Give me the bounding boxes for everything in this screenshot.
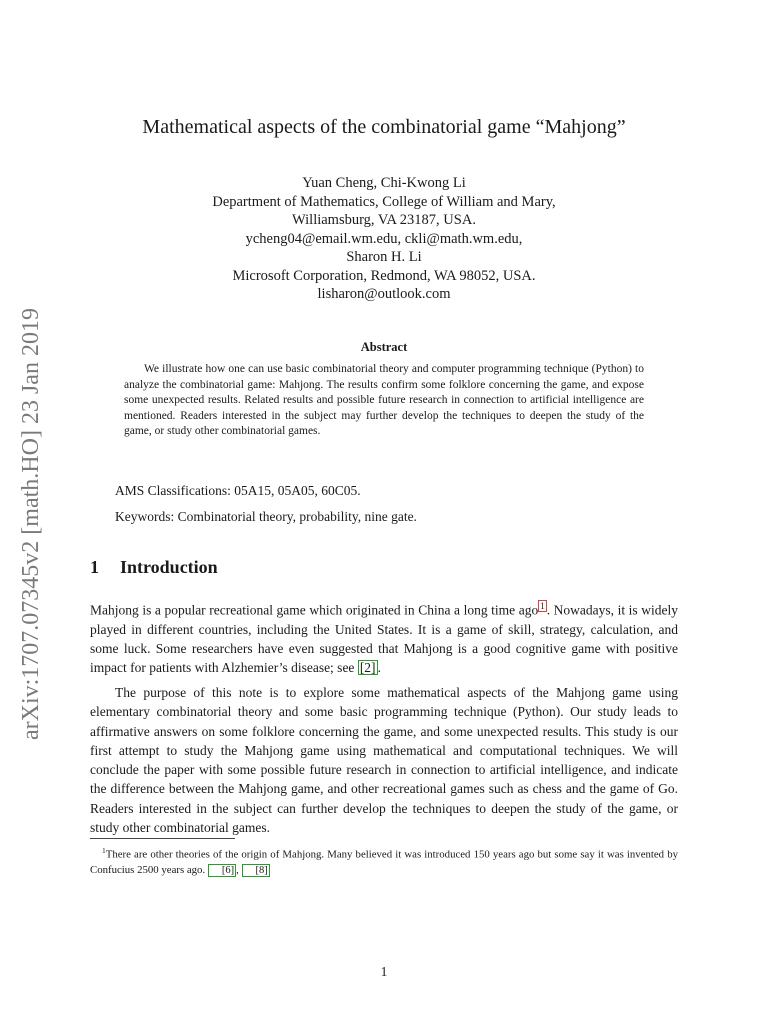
footnote-divider bbox=[90, 838, 235, 839]
citation-link[interactable]: [6] bbox=[208, 864, 236, 877]
footnote-link[interactable]: 1 bbox=[540, 601, 545, 611]
keywords: Keywords: Combinatorial theory, probability, nine gate. bbox=[115, 509, 417, 524]
author-address-1: Williamsburg, VA 23187, USA. bbox=[292, 212, 476, 228]
section-title: Introduction bbox=[120, 557, 218, 577]
footnote bbox=[90, 843, 678, 879]
intro-paragraph-1 bbox=[90, 600, 678, 678]
ams-classifications: AMS Classifications: 05A15, 05A05, 60C05. bbox=[115, 483, 361, 498]
abstract-text: We illustrate how one can use basic combinatorial theory and computer programming technique (Python) to analyze the combinatorial game: Mahjong. The results confirm some folklore concerning the game, and expose some unexpected results. Related results and possible future research in connection to artificial intelligence are mentioned. Readers interested in the subject may further develop the techniques to deepen the study of the game, or study other combinatorial games. bbox=[124, 363, 644, 438]
arxiv-identifier-stamp: arXiv:1707.07345v2 [math.HO] 23 Jan 2019 bbox=[18, 308, 44, 740]
author-affiliation-1: Department of Mathematics, College of William and Mary, bbox=[212, 193, 556, 210]
page-number: 1 bbox=[380, 964, 388, 979]
author-email-2: lisharon@outlook.com bbox=[317, 286, 451, 302]
author-name-2: Sharon H. Li bbox=[346, 249, 422, 265]
footnote-text: There are other theories of the origin of Mahjong. Many believed it was introduced 150 years ago but some say it was invented by Confucius 2500 years ago. bbox=[90, 848, 678, 877]
author-affiliation-2: Microsoft Corporation, Redmond, WA 98052, USA. bbox=[232, 267, 536, 284]
footnote-separator: , bbox=[236, 864, 242, 877]
citation-link[interactable]: [8] bbox=[242, 864, 270, 877]
author-emails-1: ycheng04@email.wm.edu, ckli@math.wm.edu, bbox=[245, 230, 523, 247]
intro-p1-text-a: Mahjong is a popular recreational game which originated in China a long time ago bbox=[90, 602, 539, 618]
intro-paragraph-2: The purpose of this note is to explore some mathematical aspects of the Mahjong game using elementary combinatorial theory and some basic programming technique (Python). Our study leads to affirmative answers on some folklore concerning the game, and some unexpected results. This study is our first attempt to study the Mahjong game using mathematical and computational techniques. We will conclude the paper with some possible future research in connection to artificial intelligence, and indicate the difference between the Mahjong game, and other recreational games such as chess and the game of Go. Readers interested in the subject can further develop the techniques to deepen the study of the game, or study other combinatorial games. bbox=[90, 685, 678, 836]
abstract-heading: Abstract bbox=[360, 340, 408, 354]
author-block bbox=[0, 174, 768, 304]
citation-link[interactable]: [2] bbox=[359, 660, 376, 676]
author-names: Yuan Cheng, Chi-Kwong Li bbox=[302, 175, 466, 191]
section-heading-introduction bbox=[90, 557, 218, 578]
intro-p1-text-b: . Nowadays, it is widely played in different countries, including the United States. It is a game of skill, strategy, calculation, and some luck. Some researchers have even suggested that Mahjong is a good cognitive game with positive impact for patients with Alzhemier’s disease; see bbox=[90, 602, 678, 676]
section-number: 1 bbox=[90, 557, 99, 577]
footnote-number: 1 bbox=[102, 846, 106, 855]
intro-p1-text-c: . bbox=[377, 660, 381, 676]
paper-title: Mathematical aspects of the combinatorial game “Mahjong” bbox=[142, 116, 626, 138]
